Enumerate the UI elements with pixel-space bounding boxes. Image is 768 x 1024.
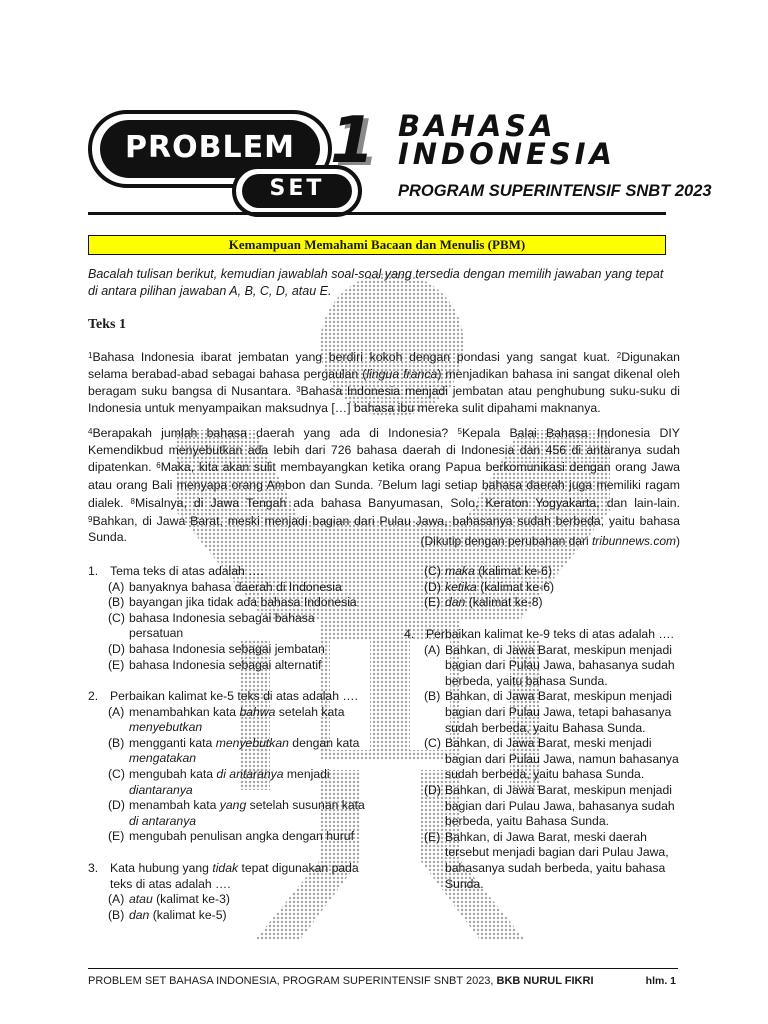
option-label: (D)	[108, 798, 125, 813]
question-3	[88, 861, 366, 923]
question-number: 2.	[88, 689, 99, 703]
option-e[interactable]	[404, 595, 680, 611]
sentence-text: Bahkan, di Jawa Barat, meski menjadi bagian dari Pulau Jawa, bahasanya sudah berbeda, yaitu bahasa Sunda.	[88, 513, 680, 545]
option-italic: menyebutkan	[129, 720, 203, 735]
question-stem: Perbaikan kalimat ke-5 teks di atas adalah ….	[110, 689, 358, 703]
option-label: (C)	[108, 610, 125, 625]
option-a[interactable]	[88, 892, 366, 908]
option-label: (E)	[424, 829, 441, 844]
sentence-text: Belum lagi setiap bahasa daerah juga memiliki ragam dialek.	[88, 478, 680, 510]
source-prefix: (Dikutip dengan perubahan dari	[420, 534, 592, 548]
option-text: Bahkan, di Jawa Barat, meski daerah tersebut menjadi bagian dari Pulau Jawa, bahasanya sudah berbeda, yaitu bahasa Sunda.	[445, 829, 669, 891]
option-text: bahasa Indonesia sebagai bahasa persatuan	[129, 610, 315, 641]
program-title: PROGRAM SUPERINTENSIF SNBT 2023	[398, 182, 712, 200]
option-label: (D)	[424, 579, 441, 594]
option-italic: mengatakan	[129, 751, 197, 766]
sentence-text: Bahasa Indonesia ibarat jembatan yang berdiri kokoh dengan pondasi yang sangat kuat.	[92, 350, 617, 364]
sentence-text: Digunakan selama berabad-abad sebagai bahasa pergaulan (	[88, 350, 680, 381]
sentence-text: Berapakah jumlah bahasa daerah yang ada di Indonesia?	[92, 426, 458, 440]
instructions: Bacalah tulisan berikut, kemudian jawablah soal-soal yang tersedia dengan memilih jawaban yang tepat di antara pilihan jawaban A, B, C, D, atau E.	[88, 267, 664, 298]
question-4	[404, 627, 680, 892]
question-stem: Kata hubung yang	[110, 861, 213, 875]
option-text: mengubah kata	[129, 766, 217, 781]
option-c[interactable]	[404, 564, 680, 580]
option-italic: dan	[445, 595, 466, 610]
option-label: (B)	[108, 735, 125, 750]
option-italic: di antaranya	[129, 813, 197, 828]
sentence-italic: lingua franca	[366, 366, 438, 381]
question-stem: Perbaikan kalimat ke-9 teks di atas adalah ….	[426, 627, 674, 641]
option-a[interactable]	[88, 580, 388, 596]
paragraph-2	[88, 424, 680, 546]
option-text: Bahkan, di Jawa Barat, meski menjadi bagian dari Pulau Jawa, namun bahasanya sudah berbeda, yaitu bahasa Sunda.	[445, 736, 679, 782]
option-text: setelah susunan kata	[246, 798, 365, 813]
option-text: mengubah penulisan angka dengan huruf	[129, 829, 354, 844]
option-d[interactable]	[404, 580, 680, 596]
sentence-number: 2	[616, 351, 622, 360]
option-b[interactable]	[88, 595, 388, 611]
question-number: 3.	[88, 861, 99, 875]
option-d[interactable]	[88, 798, 366, 829]
footer-label	[88, 975, 594, 987]
option-italic: ketika	[445, 579, 477, 594]
subject-line-1: BAHASA	[398, 109, 557, 143]
option-b[interactable]	[88, 908, 366, 924]
question-number: 1.	[88, 564, 99, 578]
option-e[interactable]	[404, 830, 680, 892]
option-c[interactable]	[88, 767, 366, 798]
set-number: 1	[330, 104, 375, 178]
option-e[interactable]	[88, 829, 366, 845]
option-label: (D)	[424, 782, 441, 797]
subject-line-2: INDONESIA	[398, 137, 616, 171]
option-label: (B)	[108, 907, 125, 922]
sentence-number: 4	[88, 427, 93, 436]
sentence-text: ) menjadikan bahasa ini sangat dikenal oleh beragam suku bangsa di Nusantara.	[88, 366, 680, 399]
option-text: (kalimat ke-8)	[465, 595, 543, 610]
option-d[interactable]	[404, 783, 680, 830]
option-text: menambahkan kata	[129, 704, 240, 719]
option-italic: dan	[129, 907, 150, 922]
option-label: (E)	[108, 657, 125, 672]
question-stem: Tema teks di atas adalah ….	[110, 564, 264, 578]
option-d[interactable]	[88, 642, 388, 658]
question-stem: tepat digunakan pada teks di atas adalah ….	[110, 861, 359, 891]
option-text: (kalimat ke-6)	[476, 579, 555, 594]
section-banner: Kemampuan Memahami Bacaan dan Menulis (PBM)	[88, 235, 666, 255]
option-text: bahasa Indonesia sebagai jembatan	[129, 641, 325, 656]
question-stem-italic: tidak	[212, 861, 239, 875]
question-3-continued	[404, 564, 680, 611]
option-text: banyaknya bahasa daerah di Indonesia	[129, 579, 342, 594]
footer-org: BKB NURUL FIKRI	[496, 975, 594, 987]
option-text: (kalimat ke-3)	[152, 892, 230, 907]
sentence-text: Maka, kita akan sulit membayangkan ketika orang Papua berkomunikasi dengan orang Jawa atau orang Bali menyapa orang Ambon dan Sunda.	[88, 460, 680, 493]
option-label: (C)	[424, 564, 441, 578]
option-italic: maka	[445, 564, 475, 578]
option-italic: diantaranya	[129, 782, 193, 797]
option-text: dengan kata	[288, 735, 360, 750]
option-text: Bahkan, di Jawa Barat, meskipun menjadi bagian dari Pulau Jawa, tetapi bahasanya sudah berbeda, yaitu Bahasa Sunda.	[445, 689, 672, 735]
logo-set-text: SET	[269, 176, 325, 201]
sentence-number: 9	[88, 514, 93, 524]
option-text: bayangan jika tidak ada bahasa Indonesia	[129, 595, 357, 610]
option-b[interactable]	[404, 689, 680, 736]
option-e[interactable]	[88, 658, 388, 674]
option-text: Bahkan, di Jawa Barat, meskipun menjadi bagian dari Pulau Jawa, bahasanya sudah berbeda, yaitu bahasa Sunda.	[445, 642, 675, 688]
option-text: bahasa Indonesia sebagai alternatif	[129, 657, 322, 672]
header-rule	[88, 212, 666, 215]
sentence-number: 6	[156, 461, 161, 471]
sentence-text: Kepala Balai Bahasa Indonesia DIY Kemendikbud menyebutkan ada lebih dari 726 bahasa daerah di Indonesia dan 456 di antaranya sudah dipatenkan.	[88, 426, 680, 475]
option-label: (A)	[108, 892, 125, 907]
option-label: (A)	[108, 579, 125, 594]
option-text: menjadi	[283, 766, 330, 781]
option-label: (A)	[108, 704, 125, 719]
question-2	[88, 689, 366, 845]
option-label: (E)	[108, 829, 125, 844]
source-site: tribunnews.com	[591, 534, 676, 548]
option-label: (B)	[424, 689, 441, 704]
option-italic: di antaranya	[216, 766, 284, 781]
option-text: (kalimat ke-6)	[474, 564, 553, 578]
text-title: Teks 1	[88, 317, 127, 332]
sentence-number: 5	[457, 427, 462, 436]
sentence-number: 3	[296, 385, 301, 395]
option-text: mengganti kata	[129, 735, 216, 750]
source-citation	[421, 534, 681, 548]
option-italic: menyebutkan	[215, 735, 289, 750]
option-label: (E)	[424, 595, 441, 610]
option-italic: yang	[219, 798, 247, 813]
option-b[interactable]	[88, 736, 366, 767]
option-text: setelah kata	[275, 704, 345, 719]
paragraph-1	[88, 348, 680, 417]
option-label: (C)	[108, 766, 125, 781]
logo-problem-text: PROBLEM	[125, 130, 295, 165]
question-1	[88, 564, 388, 673]
option-label: (A)	[424, 642, 441, 657]
option-c[interactable]	[404, 736, 680, 783]
option-text: menambah kata	[129, 798, 220, 813]
footer-text: PROBLEM SET BAHASA INDONESIA, PROGRAM SUPERINTENSIF SNBT 2023,	[88, 975, 497, 987]
option-italic: bahwa	[239, 704, 276, 719]
sentence-number: 1	[88, 351, 93, 360]
subject-title	[398, 109, 616, 171]
sentence-text: Misalnya, di Jawa Tengah ada bahasa Banyumasan, Solo, Keraton Yogyakarta, dan lain-lain.	[135, 495, 680, 510]
option-italic: atau	[129, 892, 153, 907]
sentence-number: 8	[130, 496, 135, 506]
option-a[interactable]	[404, 643, 680, 690]
sentence-number: 7	[377, 479, 383, 489]
option-label: (D)	[108, 641, 125, 656]
page-number: hlm. 1	[645, 975, 676, 987]
source-suffix: )	[676, 534, 680, 548]
option-text: Bahkan, di Jawa Barat, meskipun menjadi bagian dari Pulau Jawa, bahasanya sudah berbeda, yaitu Bahasa Sunda.	[445, 782, 675, 829]
question-number: 4.	[404, 627, 415, 641]
footer-rule	[88, 968, 678, 969]
option-label: (B)	[108, 595, 125, 610]
option-c[interactable]	[88, 611, 347, 642]
sentence-text: Bahasa Indonesia menjadi jembatan atau penghubung suku-suku di Indonesia untuk menyampaikan maksudnya […] bahasa ibu mereka sulit dipahami maknanya.	[88, 384, 681, 416]
option-label: (C)	[424, 736, 441, 751]
option-a[interactable]	[88, 705, 366, 736]
option-text: (kalimat ke-5)	[149, 907, 227, 922]
